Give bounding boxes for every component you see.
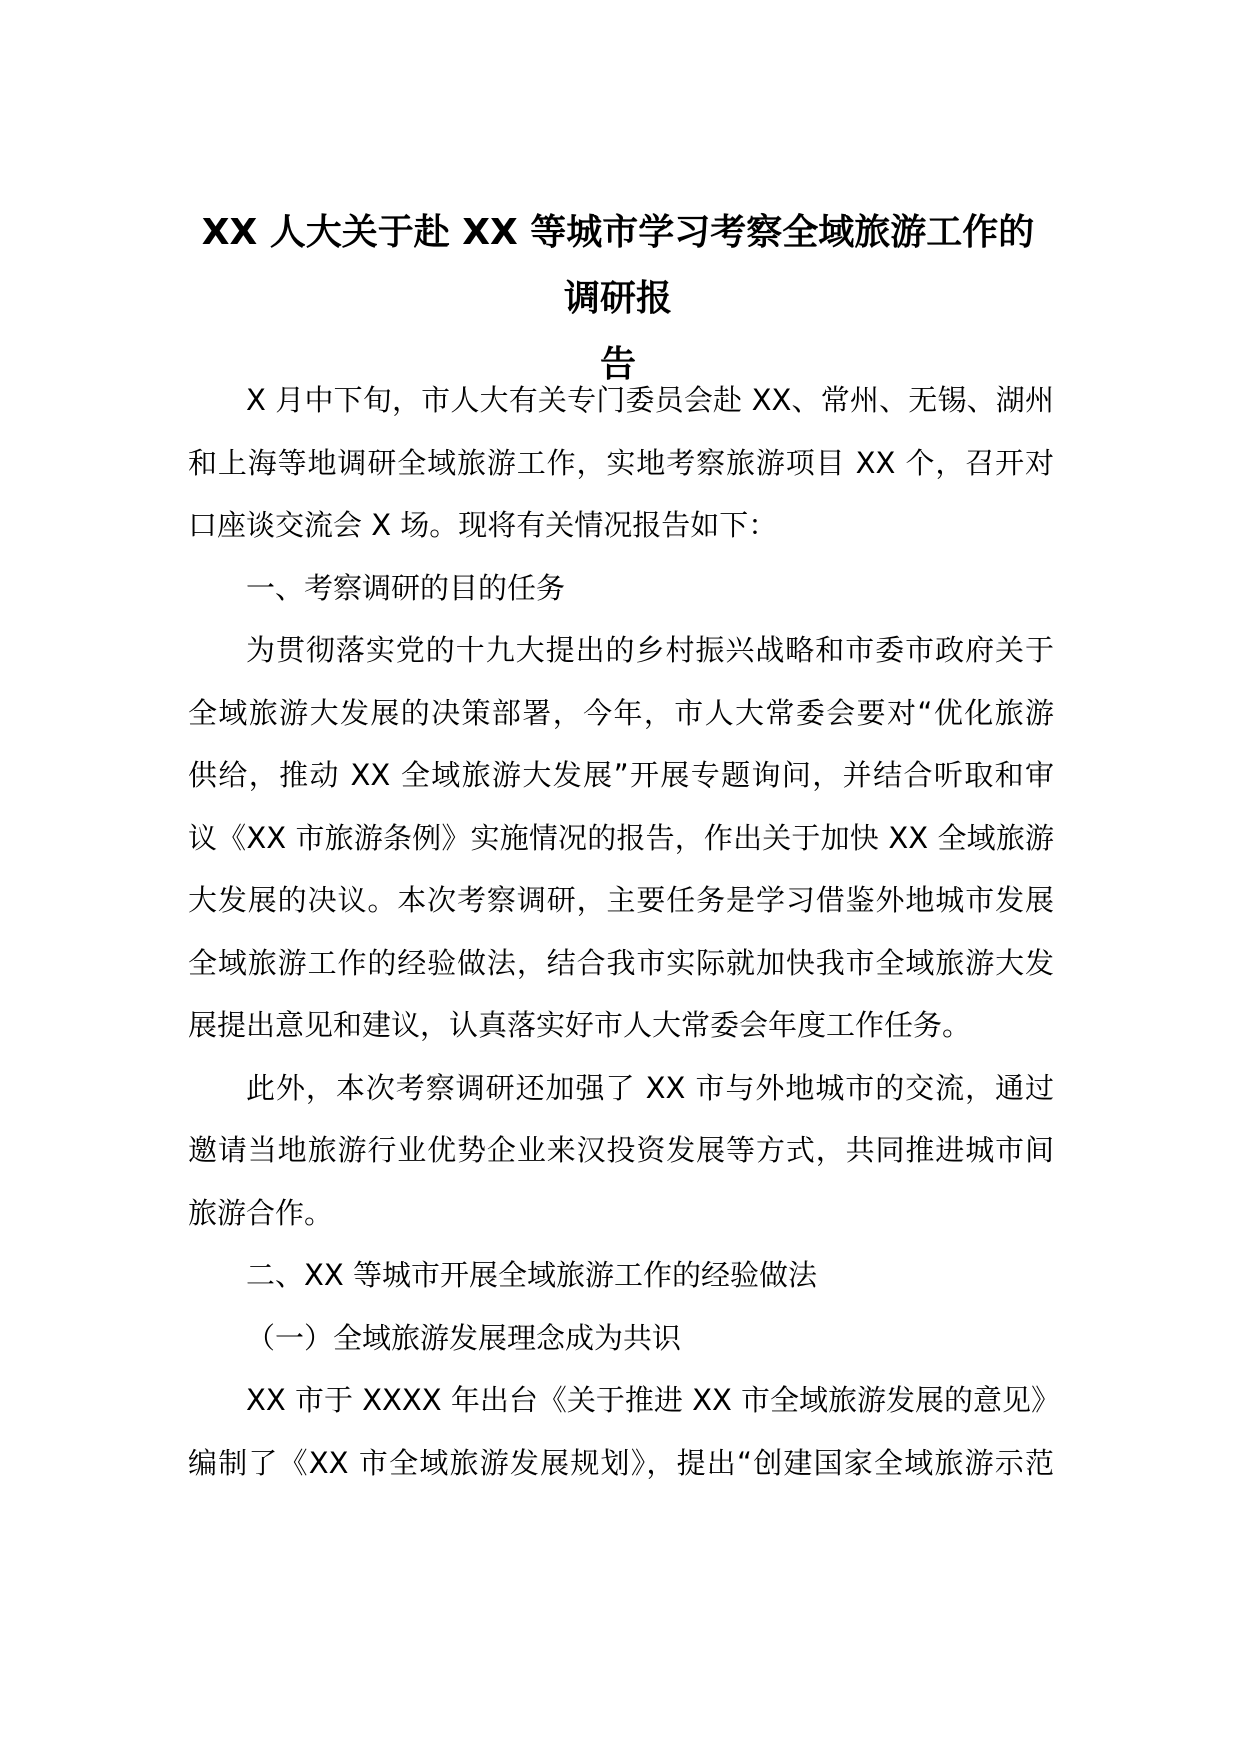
text-line: 和上海等地调研全域旅游工作，实地考察旅游项目 XX 个，召开对	[188, 445, 1054, 480]
text-line: 全域旅游大发展的决策部署，今年，市人大常委会要对“优化旅游	[188, 695, 1054, 730]
subsection-heading-1	[188, 1307, 1054, 1370]
section-heading-2	[188, 1244, 1054, 1307]
text-line: 口座谈交流会 X 场。现将有关情况报告如下：	[188, 508, 778, 542]
text-line: 供给，推动 XX 全域旅游大发展”开展专题询问，并结合听取和审	[188, 758, 1054, 792]
paragraph-experience	[188, 1369, 1061, 1494]
text-line: 二、XX 等城市开展全域旅游工作的经验做法	[246, 1258, 817, 1292]
text-line: 大发展的决议。本次考察调研，主要任务是学习借鉴外地城市发展	[188, 883, 1054, 917]
section-heading-1	[188, 557, 1054, 620]
text-line: 一、考察调研的目的任务	[246, 570, 566, 605]
paragraph-purpose	[188, 619, 1054, 1057]
text-line: 展提出意见和建议，认真落实好市人大常委会年度工作任务。	[188, 1008, 972, 1042]
text-line: （一）全域旅游发展理念成为共识	[246, 1320, 682, 1355]
text-line: 为贯彻落实党的十九大提出的乡村振兴战略和市委市政府关于	[246, 633, 1054, 667]
text-line: X 月中下旬，市人大有关专门委员会赴 XX、常州、无锡、湖州	[246, 383, 1054, 417]
paragraph-intro	[188, 369, 1054, 557]
paragraph-exchange	[188, 1057, 1054, 1245]
text-line: 议《XX 市旅游条例》实施情况的报告，作出关于加快 XX 全域旅游	[188, 820, 1054, 855]
text-line: 旅游合作。	[188, 1195, 334, 1230]
text-line: 邀请当地旅游行业优势企业来汉投资发展等方式，共同推进城市间	[188, 1133, 1054, 1167]
title-line-1: XX 人大关于赴 XX 等城市学习考察全域旅游工作的调研报	[201, 212, 1035, 319]
text-line: 编制了《XX 市全域旅游发展规划》，提出“创建国家全域旅游示范	[188, 1445, 1054, 1480]
text-line: XX 市于 XXXX 年出台《关于推进 XX 市全域旅游发展的意见》	[246, 1383, 1061, 1417]
text-line: 全域旅游工作的经验做法，结合我市实际就加快我市全域旅游大发	[188, 945, 1054, 980]
title-line-2: 告	[599, 344, 636, 385]
document-body	[188, 369, 1061, 1494]
text-line: 此外，本次考察调研还加强了 XX 市与外地城市的交流，通过	[246, 1070, 1054, 1105]
